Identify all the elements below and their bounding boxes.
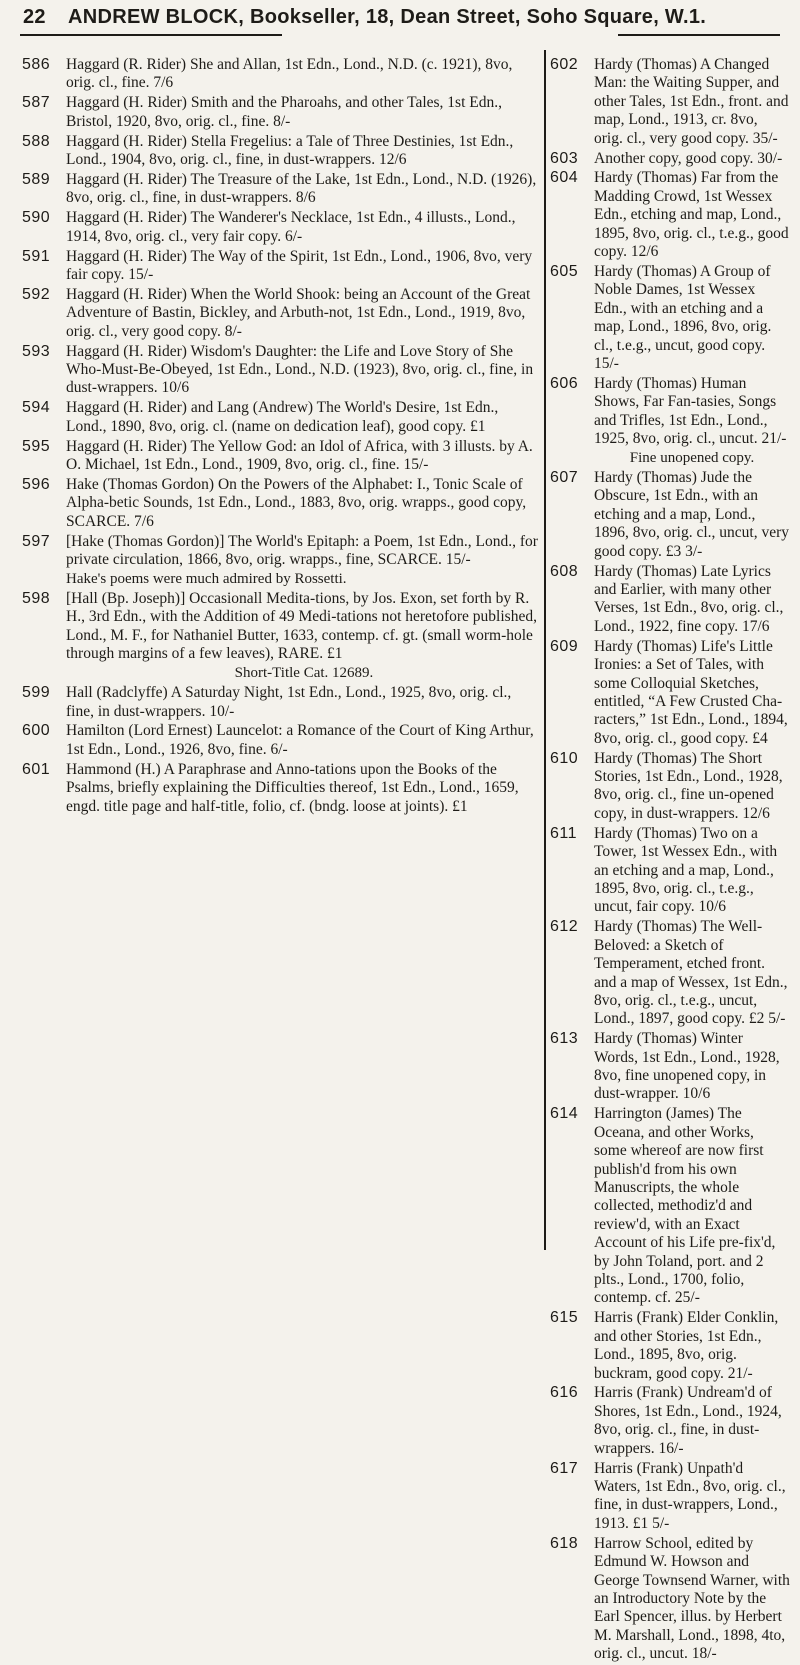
running-head: ANDREW BLOCK, Bookseller, 18, Dean Street, Soho Square, W.1.: [68, 6, 707, 28]
catalogue-entry: [550, 1309, 790, 1383]
catalogue-entry: [22, 684, 542, 721]
catalogue-entry: [550, 1535, 790, 1664]
entry-description: Haggard (H. Rider) The Yellow God: an Idol of Africa, with 3 illusts. by A. O. Michael, 1st Edn., Lond., 1909, 8vo, orig. cl., fine. 15/-: [66, 437, 533, 474]
catalogue-note: Fine unopened copy.: [629, 450, 755, 467]
entry-description: Haggard (H. Rider) The Way of the Spirit, 1st Edn., Lond., 1906, 8vo, very fair copy. 15/-: [66, 247, 533, 283]
catalogue-entry: [22, 533, 542, 570]
catalogue-entry: [22, 590, 542, 664]
page-header: [0, 2, 800, 32]
entry-description: Hardy (Thomas) Jude the Obscure, 1st Edn., with an etching and a map, Lond., 1896, 8vo, orig. cl., uncut, very good copy. £3 3/-: [594, 469, 790, 560]
entry-description: Harris (Frank) Elder Conklin, and other Stories, 1st Edn., Lond., 1895, 8vo, orig. buckram, good copy. 21/-: [594, 1309, 779, 1382]
entry-number: 618: [550, 1534, 579, 1552]
catalogue-entry: [550, 375, 790, 449]
catalogue-entry: [22, 133, 542, 170]
entry-number: 604: [550, 169, 579, 187]
entry-number: 605: [550, 262, 579, 280]
catalogue-entry: [22, 209, 542, 246]
catalogue-entry: [22, 399, 542, 436]
catalogue-entry: [550, 918, 790, 1028]
catalogue-entry: [550, 56, 790, 148]
catalogue-entry: [550, 263, 790, 373]
entry-number: 599: [22, 684, 51, 702]
entry-description: Another copy, good copy. 30/-: [594, 149, 783, 167]
entry-number: 608: [550, 562, 579, 580]
entry-description: Harrington (James) The Oceana, and other Works, some whereof are now first publish'd from his own Manuscripts, the whole collected, methodiz'd and review'd, with an Exact Account of his Life pre-fix'd, by John Toland, port. and 2 plts., Lond., 1700, folio, contemp. cf. 25/-: [594, 1105, 776, 1307]
entry-description: Haggard (H. Rider) When the World Shook: being an Account of the Great Adventure of Bastin, Bickley, and Arbuth-not, 1st Edn., Lond., 1919, 8vo, orig. cl., very good copy. 8/-: [66, 285, 531, 340]
entry-number: 602: [550, 56, 579, 73]
entry-number: 603: [550, 149, 579, 167]
entry-description: [Hall (Bp. Joseph)] Occasionall Medita-tions, by Jos. Exon, set forth by R. H., 3rd Edn., with the Addition of 49 Medi-tations not heretofore published, Lond., M. F., for Nathaniel Butter, 1633, contemp. cf. gt. (small worm-hole through margins of a few leaves), RARE. £1: [66, 589, 537, 663]
left-column: [22, 56, 542, 817]
entry-description: Hardy (Thomas) Far from the Madding Crowd, 1st Wessex Edn., etching and map, Lond., 1895, 8vo, orig. cl., t.e.g., good copy. 12/6: [594, 169, 789, 261]
entry-description: Haggard (H. Rider) and Lang (Andrew) The World's Desire, 1st Edn., Lond., 1890, 8vo, orig. cl. (name on dedication leaf), good copy. £1: [66, 399, 499, 435]
entry-number: 590: [22, 209, 51, 227]
entry-description: Haggard (H. Rider) Smith and the Pharoahs, and other Tales, 1st Edn., Bristol, 1920, 8vo, orig. cl., fine. 8/-: [66, 94, 502, 130]
right-column: [550, 56, 790, 1665]
catalogue-entry: [22, 286, 542, 341]
entry-number: 612: [550, 918, 579, 936]
entry-description: Hardy (Thomas) A Changed Man: the Waiting Supper, and other Tales, 1st Edn., front. and map, Lond., 1913, cr. 8vo, orig. cl., very good copy. 35/-: [594, 56, 789, 147]
entry-description: Hardy (Thomas) Life's Little Ironies: a Set of Tales, with some Colloquial Sketches, entitled, “A Few Crusted Cha-racters,” 1st Edn., Lond., 1894, 8vo, orig. cl., good copy. £4: [594, 637, 788, 747]
entry-number: 601: [22, 760, 51, 778]
entry-description: Hardy (Thomas) A Group of Noble Dames, 1st Wessex Edn., with an etching and a map, Lond., 1896, 8vo, orig. cl., t.e.g., uncut, good copy. 15/-: [594, 262, 772, 372]
catalogue-note: Hake's poems were much admired by Rossetti.: [66, 570, 347, 587]
entry-description: [Hake (Thomas Gordon)] The World's Epitaph: a Poem, 1st Edn., Lond., for private circulation, 1866, 8vo, orig. wrapps., fine, SCARCE. 15/-: [66, 532, 538, 569]
entry-number: 597: [22, 532, 51, 550]
catalogue-entry: [550, 1460, 790, 1534]
catalogue-entry: [22, 438, 542, 475]
catalogue-entry: [22, 722, 542, 759]
entry-description: Haggard (R. Rider) She and Allan, 1st Edn., Lond., N.D. (c. 1921), 8vo, orig. cl., fine. 7/6: [66, 56, 513, 92]
entry-number: 596: [22, 475, 51, 493]
entry-description: Haggard (H. Rider) The Treasure of the Lake, 1st Edn., Lond., N.D. (1926), 8vo, orig. cl., fine, in dust-wrappers. 8/6: [66, 170, 537, 207]
catalogue-entry: [550, 1030, 790, 1104]
entry-number: 600: [22, 722, 51, 740]
entry-description: Harris (Frank) Unpath'd Waters, 1st Edn., 8vo, orig. cl., fine, in dust-wrappers, Lond., 1913. £1 5/-: [594, 1459, 786, 1532]
catalogue-entry: [550, 750, 790, 824]
entry-description: Hardy (Thomas) Two on a Tower, 1st Wessex Edn., with an etching and a map, Lond., 1895, 8vo, orig. cl., t.e.g., uncut, fair copy. 10/6: [594, 824, 778, 916]
entry-number: 592: [22, 285, 51, 303]
catalogue-entry: [22, 476, 542, 531]
catalogue-entry: [22, 761, 542, 816]
entry-number: 593: [22, 342, 51, 360]
entry-description: Hall (Radclyffe) A Saturday Night, 1st Edn., Lond., 1925, 8vo, orig. cl., fine, in dust-wrappers. 10/-: [66, 684, 512, 720]
entry-description: Haggard (H. Rider) Stella Fregelius: a Tale of Three Destinies, 1st Edn., Lond., 1904, 8vo, orig. cl., fine, in dust-wrappers. 12/6: [66, 132, 514, 169]
entry-description: Hardy (Thomas) The Short Stories, 1st Edn., Lond., 1928, 8vo, orig. cl., fine un-opened copy, in dust-wrappers. 12/6: [594, 749, 783, 822]
entry-number: 616: [550, 1384, 579, 1402]
catalogue-entry: [550, 150, 790, 168]
entry-number: 598: [22, 589, 51, 607]
catalogue-entry: [550, 563, 790, 637]
catalogue-entry: [22, 248, 542, 285]
entry-number: 609: [550, 637, 579, 655]
entry-description: Hardy (Thomas) Winter Words, 1st Edn., Lond., 1928, 8vo, fine unopened copy, in dust-wrapper. 10/6: [594, 1030, 780, 1103]
entry-number: 587: [22, 94, 51, 112]
catalogue-note: Short-Title Cat. 12689.: [234, 665, 374, 682]
catalogue-entry: [22, 171, 542, 208]
catalogue-entry: [22, 94, 542, 131]
entry-number: 615: [550, 1309, 579, 1327]
entry-number: 607: [550, 469, 579, 487]
entry-number: 606: [550, 374, 579, 392]
entry-description: Hake (Thomas Gordon) On the Powers of the Alphabet: I., Tonic Scale of Alpha-betic Sounds, 1st Edn., Lond., 1883, 8vo, orig. wrapps., good copy, SCARCE. 7/6: [66, 475, 527, 530]
entry-number: 611: [550, 824, 578, 842]
entry-number: 610: [550, 749, 579, 767]
catalogue-entry: [550, 1384, 790, 1458]
catalogue-entry: [22, 56, 542, 93]
catalogue-entry: [550, 469, 790, 561]
catalogue-entry: [550, 825, 790, 917]
entry-number: 591: [22, 247, 51, 265]
entry-description: Haggard (H. Rider) The Wanderer's Necklace, 1st Edn., 4 illusts., Lond., 1914, 8vo, orig. cl., very fair copy. 6/-: [66, 209, 516, 245]
entry-number: 588: [22, 132, 51, 150]
catalogue-entry: [22, 343, 542, 398]
header-rule-left: [20, 34, 282, 36]
entry-description: Hardy (Thomas) Late Lyrics and Earlier, with many other Verses, 1st Edn., 8vo, orig. cl., Lond., 1922, fine copy. 17/6: [594, 562, 784, 635]
entry-number: 589: [22, 170, 51, 188]
catalogue-entry: [550, 638, 790, 748]
entry-number: 614: [550, 1105, 579, 1123]
entry-description: Hardy (Thomas) The Well-Beloved: a Sketch of Temperament, etched front. and a map of Wessex, 1st Edn., 8vo, orig. cl., t.e.g., uncut, Lond., 1897, good copy. £2 5/-: [594, 918, 788, 1028]
entry-description: Hamilton (Lord Ernest) Launcelot: a Romance of the Court of King Arthur, 1st Edn., Lond., 1926, 8vo, fine. 6/-: [66, 722, 534, 758]
entry-number: 586: [22, 56, 51, 73]
entry-description: Hammond (H.) A Paraphrase and Anno-tations upon the Books of the Psalms, briefly explaining the Difficulties thereof, 1st Edn., Lond., 1659, engd. title page and half-title, folio, cf. (bndg. loose at joints). £1: [66, 760, 519, 815]
catalogue-entry: [550, 1105, 790, 1307]
entry-number: 594: [22, 399, 51, 417]
entry-description: Haggard (H. Rider) Wisdom's Daughter: the Life and Love Story of She Who-Must-Be-Obeyed, 1st Edn., Lond., N.D. (1923), 8vo, orig. cl., fine, in dust-wrappers. 10/6: [66, 342, 534, 397]
entry-description: Harrow School, edited by Edmund W. Howson and George Townsend Warner, with an Introductory Note by the Earl Spencer, illus. by Herbert M. Marshall, Lond., 1898, 4to, orig. cl., uncut. 18/-: [594, 1534, 790, 1663]
catalogue-entry: [550, 169, 790, 261]
entry-description: Hardy (Thomas) Human Shows, Far Fan-tasies, Songs and Trifles, 1st Edn., Lond., 1925, 8vo, orig. cl., uncut. 21/-: [594, 374, 787, 448]
page-number: 22: [23, 6, 46, 28]
entry-number: 613: [550, 1030, 579, 1048]
header-rule-right: [618, 34, 780, 36]
entry-number: 617: [550, 1459, 579, 1477]
entry-number: 595: [22, 437, 51, 455]
entry-description: Harris (Frank) Undream'd of Shores, 1st Edn., Lond., 1924, 8vo, orig. cl., fine, in dust-wrappers. 16/-: [594, 1384, 782, 1457]
column-divider: [544, 50, 546, 1250]
